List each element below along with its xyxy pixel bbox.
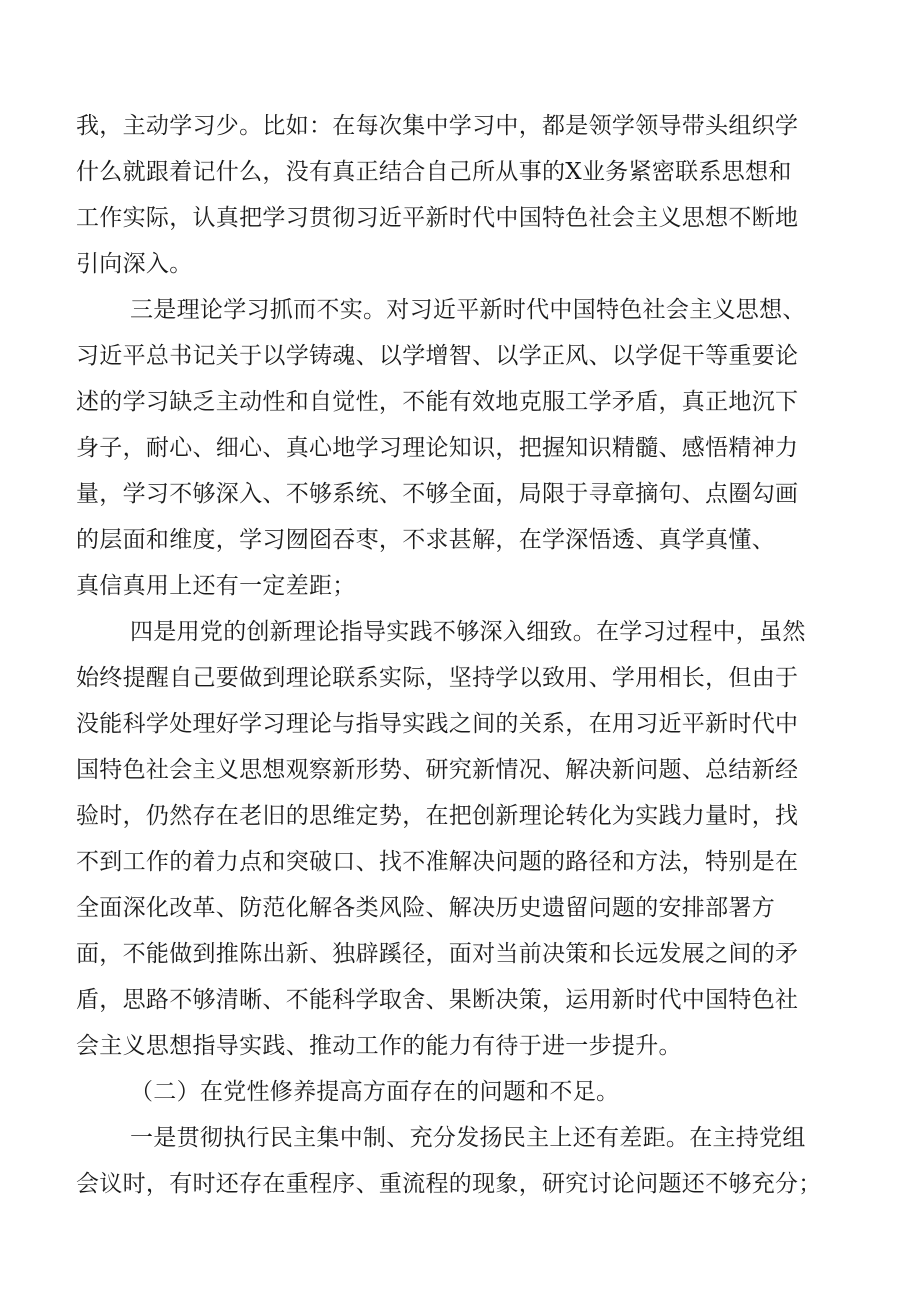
text-line: 验时，仍然存在老旧的思维定势，在把创新理论转化为实践力量时，找 (76, 803, 799, 829)
paragraph-start-line: 一是贯彻执行民主集中制、充分发扬民主上还有差距。在主持党组 (130, 1125, 806, 1151)
text-line: 会议时，有时还存在重程序、重流程的现象，研究讨论问题还不够充分； (76, 1171, 822, 1197)
text-line: 引向深入。 (76, 251, 193, 277)
text-line: 始终提醒自己要做到理论联系实际，坚持学以致用、学用相长，但由于 (76, 665, 799, 691)
text-line: 没能科学处理好学习理论与指导实践之间的关系，在用习近平新时代中 (76, 711, 799, 737)
section-heading: （二）在党性修养提高方面存在的问题和不足。 (130, 1079, 620, 1105)
text-line: 国特色社会主义思想观察新形势、研究新情况、解决新问题、总结新经 (76, 757, 799, 783)
text-line: 身子，耐心、细心、真心地学习理论知识，把握知识精髓、感悟精神力 (76, 435, 799, 461)
text-line: 工作实际，认真把学习贯彻习近平新时代中国特色社会主义思想不断地 (76, 205, 799, 231)
text-line: 的层面和维度，学习囫囵吞枣，不求甚解，在学深悟透、真学真懂、 (76, 527, 775, 553)
paragraph-start-line: 四是用党的创新理论指导实践不够深入细致。在学习过程中，虽然 (130, 619, 806, 645)
text-line: 不到工作的着力点和突破口、找不准解决问题的路径和方法，特别是在 (76, 849, 799, 875)
text-line: 述的学习缺乏主动性和自觉性，不能有效地克服工学矛盾，真正地沉下 (76, 389, 799, 415)
text-line: 盾，思路不够清晰、不能科学取舍、果断决策，运用新时代中国特色社 (76, 987, 799, 1013)
text-line: 量，学习不够深入、不够系统、不够全面，局限于寻章摘句、点圈勾画 (76, 481, 799, 507)
text-line: 什么就跟着记什么，没有真正结合自己所从事的X业务紧密联系思想和 (76, 159, 792, 185)
text-line: 全面深化改革、防范化解各类风险、解决历史遗留问题的安排部署方 (76, 895, 775, 921)
text-line: 会主义思想指导实践、推动工作的能力有待于进一步提升。 (76, 1033, 682, 1059)
text-line: 面，不能做到推陈出新、独辟蹊径，面对当前决策和长远发展之间的矛 (76, 941, 799, 967)
paragraph-start-line: 三是理论学习抓而不实。对习近平新时代中国特色社会主义思想、 (130, 297, 806, 323)
text-line: 习近平总书记关于以学铸魂、以学增智、以学正风、以学促干等重要论 (76, 343, 799, 369)
text-line: 真信真用上还有一定差距； (76, 573, 356, 599)
text-line: 我，主动学习少。比如：在每次集中学习中，都是领学领导带头组织学 (76, 113, 799, 139)
